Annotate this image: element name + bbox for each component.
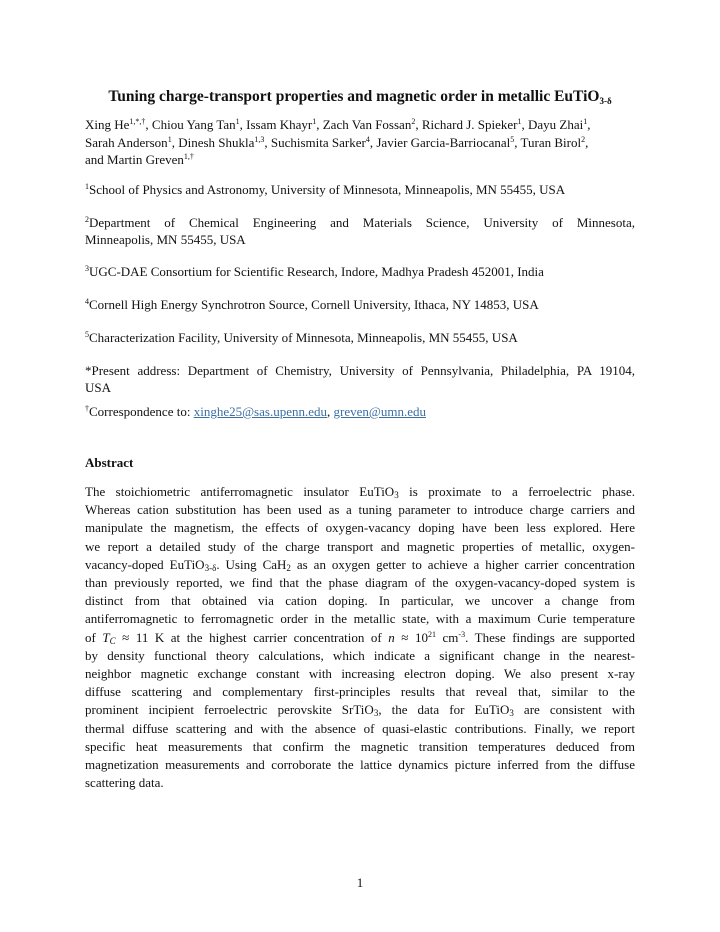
abstract-heading: Abstract (85, 455, 134, 470)
abstract-line: manipulate the magnetism, the effects of oxygen-vacancy doping have been less explored. Here (85, 520, 635, 536)
affiliation-5: $^5$Characterization Facility, University of Minnesota, Minneapolis, MN 55455, USA (85, 330, 518, 345)
affiliation-1: $^1$School of Physics and Astronomy, University of Minnesota, Minneapolis, MN 55455, USA (85, 182, 566, 197)
author: and Martin Greven$^{1,\dagger}$ (85, 152, 194, 167)
abstract-line: magnetization measurements and corroborate the lattice dynamics picture inferred from the diffuse (85, 757, 635, 773)
author-list (85, 116, 635, 169)
author: Javier Garcia-Barriocanal$^5$, (376, 134, 521, 150)
abstract-line: The stoichiometric antiferromagnetic insulator EuTiO$_3$ is proximate to a ferroelectric phase. (85, 484, 636, 500)
abstract-line: Whereas cation substitution has been used as a tuning parameter to introduce charge carriers and (85, 502, 635, 518)
author: Chiou Yang Tan$^1$, (151, 117, 247, 132)
present-address: *Present address: Department of Chemistry, University of Pennsylvania, Philadelphia, PA 19104, USA (85, 363, 635, 395)
email-link-xinghe[interactable]: xinghe25@sas.upenn.edu (193, 404, 327, 419)
author: Dayu Zhai$^1$, (528, 117, 591, 132)
page-number: 1 (356, 875, 364, 890)
author: Turan Birol$^2$, (520, 134, 589, 150)
abstract-line: neighbor magnetic exchange constant with increasing electron doping. We also present x-ray (85, 666, 635, 682)
abstract-line: antiferromagnetic to ferromagnetic order in the metallic state, with a maximum Curie temperature (85, 611, 635, 627)
author: Issam Khayr$^1$, (246, 117, 323, 132)
correspondence: †Correspondence to: xinghe25@sas.upenn.edu, greven@umn.edu (85, 404, 426, 419)
author: Sarah Anderson$^1$, (85, 134, 179, 150)
affiliation-2-line-1: $^2$Department of Chemical Engineering and Materials Science, University of Minnesota, (85, 215, 635, 230)
abstract-line: by density functional theory calculations, which indicate a significant change in the nearest- (85, 647, 635, 663)
abstract-line: vacancy-doped EuTiO$_{3-\delta}$. Using CaH$_2$ as an oxygen getter to achieve a higher carrier concentration (85, 556, 635, 573)
title-subscript: 3-δ (599, 96, 612, 106)
abstract-line: prominent incipient ferroelectric perovskite SrTiO$_3$, the data for EuTiO$_3$ are consistent with (85, 702, 635, 719)
author: Suchismita Sarker$^4$, (270, 134, 377, 150)
title-text: Tuning charge-transport properties and magnetic order in metallic EuTiO (108, 88, 600, 105)
abstract-line: scattering data. (85, 775, 164, 791)
abstract-line: of $T_C \approx 11$ K at the highest carrier concentration of $n \approx 10^{21}$ $cm^{-3}$. These findings are supported (85, 629, 636, 646)
affiliation-3: $^3$UGC-DAE Consortium for Scientific Research, Indore, Madhya Pradesh 452001, India (85, 264, 544, 279)
affiliation-2 (85, 214, 635, 248)
paper-title (85, 87, 635, 111)
abstract-line: than previously reported, we find that the phase diagram of the oxygen-vacancy-doped system is (85, 575, 635, 591)
abstract-line: thermal diffuse scattering and with the absence of quasi-elastic contributions. Finally, we report (85, 720, 635, 736)
abstract-body (85, 483, 635, 792)
author: Xing $He^{1,*,\dagger}$, (85, 117, 152, 132)
author: Dinesh Shukla$^{1,3}$, (178, 134, 271, 150)
abstract-line: distinct from that obtained via cation doping. In particular, we uncover a change from (85, 593, 635, 609)
abstract-line: specific heat measurements that confirm the magnetic transition temperatures deduced from (85, 738, 635, 754)
abstract-line: we report a detailed study of the charge transport and magnetic properties of metallic, oxygen- (85, 538, 635, 554)
email-link-greven[interactable]: greven@umn.edu (333, 404, 426, 419)
affiliation-2-line-2: Minneapolis, MN 55455, USA (85, 232, 246, 247)
author: Richard J. Spieker$^1$, (421, 117, 528, 132)
author: Zach Van Fossan$^2$, (322, 117, 422, 132)
affiliation-4: $^4$Cornell High Energy Synchrotron Source, Cornell University, Ithaca, NY 14853, USA (85, 297, 539, 312)
abstract-line: diffuse scattering and complementary first-principles results that reveal that, similar to the (85, 684, 635, 700)
